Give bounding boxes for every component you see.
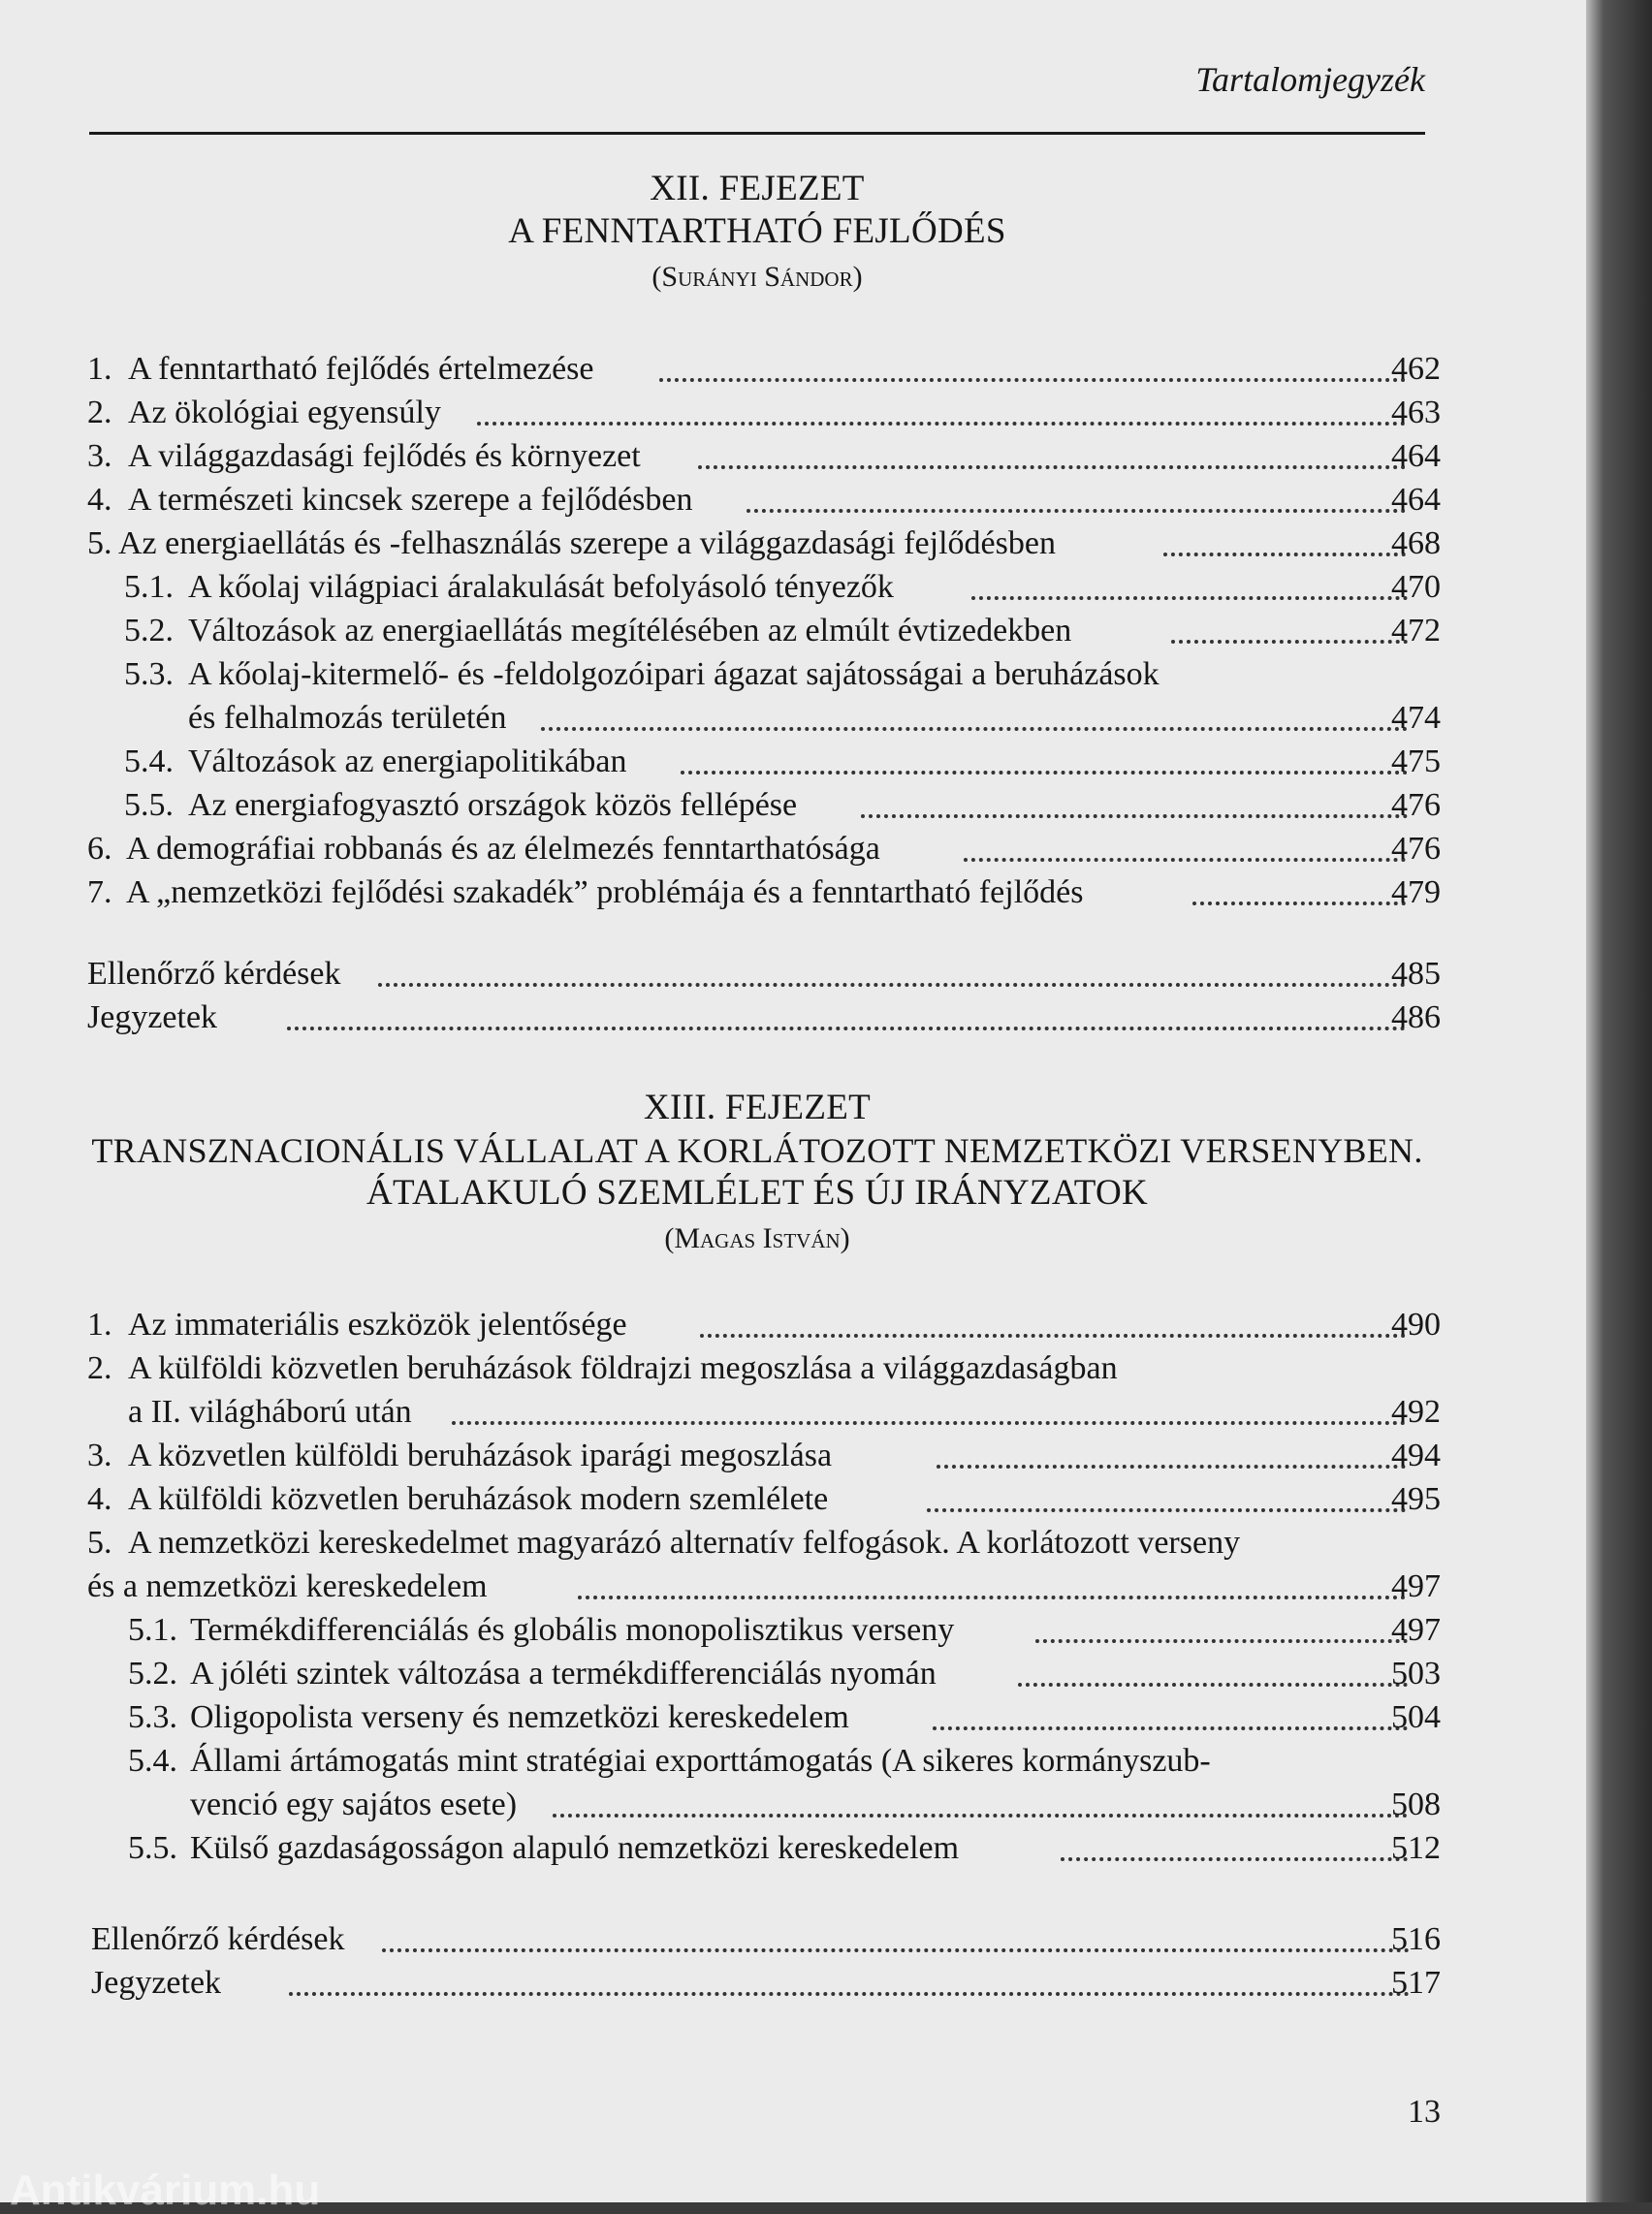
entry-page: 463 — [1391, 395, 1441, 430]
entry-title-continuation: a II. világháború után — [128, 1394, 412, 1430]
dot-leader — [971, 596, 1408, 600]
entry-title: Az ökológiai egyensúly — [128, 395, 441, 430]
chapter12-title: A FENNTARTHATÓ FEJLŐDÉS — [508, 211, 1006, 251]
dot-leader — [933, 1726, 1408, 1730]
entry-title: Külső gazdaságosságon alapuló nemzetközi kereskedelem — [190, 1830, 960, 1866]
entry-title: Változások az energiaellátás megítélésében az elmúlt évtizedekben — [188, 613, 1072, 648]
toc-entry — [128, 1739, 1211, 1784]
entry-number: 5.1. — [128, 1612, 177, 1648]
entry-page: 508 — [1391, 1787, 1441, 1822]
toc-entry — [87, 522, 1441, 566]
entry-number: 3. — [87, 1438, 112, 1473]
dot-leader — [1061, 1857, 1408, 1861]
dot-leader — [477, 422, 1406, 426]
entry-number: 4. — [87, 1481, 112, 1517]
toc-entry-continuation — [128, 1783, 1441, 1827]
entry-page: 490 — [1391, 1307, 1441, 1343]
entry-number: 2. — [87, 1350, 112, 1386]
entry-page: 497 — [1391, 1612, 1441, 1648]
entry-title: A külföldi közvetlen beruházások modern szemlélete — [128, 1481, 829, 1517]
entry-number: 5.4. — [124, 743, 174, 779]
toc-entry — [128, 1695, 1441, 1740]
header-rule — [89, 132, 1425, 135]
toc-entry-continuation — [124, 696, 1441, 741]
entry-title: Változások az energiapolitikában — [188, 743, 627, 779]
toc-entry — [87, 1477, 1441, 1522]
entry-number: 5.2. — [128, 1656, 177, 1692]
entry-page: 485 — [1391, 956, 1441, 992]
entry-page: 497 — [1391, 1568, 1441, 1604]
entry-title: A közvetlen külföldi beruházások iparági megoszlása — [128, 1438, 833, 1473]
entry-title: Az immateriális eszközök jelentősége — [128, 1307, 627, 1343]
entry-title: Az energiafogyasztó országok közös fellépése — [188, 787, 798, 823]
dot-leader — [700, 1334, 1406, 1338]
entry-title: A természeti kincsek szerepe a fejlődésben — [128, 482, 693, 518]
dot-leader — [289, 1992, 1410, 1996]
entry-page: 492 — [1391, 1394, 1441, 1430]
entry-number: 5.5. — [124, 787, 174, 823]
entry-title: Az energiaellátás és -felhasználás szerepe a világgazdasági fejlődésben — [118, 525, 1056, 561]
entry-title: A kőolaj-kitermelő- és -feldolgozóipari ágazat sajátosságai a beruházások — [188, 656, 1160, 692]
entry-number: 5.4. — [128, 1743, 177, 1779]
dot-leader — [937, 1465, 1406, 1469]
entry-title: A demográfiai robbanás és az élelmezés fenntarthatósága — [126, 831, 880, 867]
chapter13-label: XIII. FEJEZET — [643, 1088, 872, 1127]
notes-entry — [87, 996, 1441, 1040]
entry-title: A „nemzetközi fejlődési szakadék” problémája és a fenntartható fejlődés — [126, 874, 1084, 910]
entry-page: 464 — [1391, 482, 1441, 518]
entry-number: 4. — [87, 482, 112, 518]
entry-title: Állami ártámogatás mint stratégiai exporttámogatás (A sikeres kormányszub- — [190, 1743, 1211, 1779]
entry-page: 472 — [1391, 613, 1441, 648]
entry-page: 474 — [1391, 700, 1441, 736]
toc-entry — [87, 347, 1441, 392]
entry-page: 470 — [1391, 569, 1441, 605]
entry-title: Ellenőrző kérdések — [91, 1921, 345, 1957]
entry-number: 1. — [87, 351, 112, 387]
toc-entry — [87, 1303, 1441, 1347]
toc-entry-continuation — [87, 1565, 1441, 1609]
entry-title-continuation: venció egy sajátos esete) — [190, 1787, 518, 1822]
entry-number: 6. — [87, 831, 112, 867]
dot-leader — [927, 1508, 1406, 1512]
toc-entry — [124, 652, 1160, 697]
notes-entry — [91, 1961, 1441, 2006]
dot-leader — [747, 509, 1406, 513]
entry-number: 2. — [87, 395, 112, 430]
entry-number: 5.2. — [124, 613, 174, 648]
entry-page: 468 — [1391, 525, 1441, 561]
dot-leader — [1018, 1683, 1408, 1687]
toc-entry — [87, 434, 1441, 479]
chapter13-author: (Magas István) — [664, 1222, 850, 1254]
entry-page: 486 — [1391, 999, 1441, 1035]
chapter12-author: (Surányi Sándor) — [651, 261, 863, 293]
entry-number: 5.1. — [124, 569, 174, 605]
entry-title: A nemzetközi kereskedelmet magyarázó alternatív felfogások. A korlátozott verseny — [128, 1525, 1241, 1561]
entry-number: 1. — [87, 1307, 112, 1343]
toc-entry — [124, 565, 1441, 610]
page-number: 13 — [1408, 2094, 1441, 2130]
dot-leader — [378, 983, 1406, 987]
toc-entry — [87, 827, 1441, 871]
entry-number: 5. — [87, 1525, 112, 1561]
toc-entry — [87, 1434, 1441, 1478]
toc-entry — [87, 1346, 1118, 1391]
entry-number: 5.3. — [124, 656, 174, 692]
entry-number: 7. — [87, 874, 112, 910]
dot-leader — [452, 1421, 1406, 1425]
entry-title: A fenntartható fejlődés értelmezése — [128, 351, 594, 387]
toc-entry — [128, 1608, 1441, 1653]
entry-title: Oligopolista verseny és nemzetközi kereskedelem — [190, 1699, 849, 1735]
entry-page: 494 — [1391, 1438, 1441, 1473]
entry-page: 476 — [1391, 787, 1441, 823]
dot-leader — [1035, 1639, 1408, 1643]
entry-page: 475 — [1391, 743, 1441, 779]
chapter13-title-line2: ÁTALAKULÓ SZEMLÉLET ÉS ÚJ IRÁNYZATOK — [365, 1173, 1149, 1213]
entry-number: 3. — [87, 438, 112, 474]
toc-entry — [124, 609, 1441, 653]
entry-number: 5.5. — [128, 1830, 177, 1866]
entry-title: Ellenőrző kérdések — [87, 956, 341, 992]
entry-page: 495 — [1391, 1481, 1441, 1517]
entry-title-continuation: és a nemzetközi kereskedelem — [87, 1568, 488, 1604]
dot-leader — [861, 814, 1408, 818]
entry-page: 479 — [1391, 874, 1441, 910]
entry-title: A világgazdasági fejlődés és környezet — [128, 438, 641, 474]
entry-title: A külföldi közvetlen beruházások földrajzi megoszlása a világgazdaságban — [128, 1350, 1118, 1386]
entry-number: 5. — [87, 525, 112, 561]
dot-leader — [553, 1814, 1408, 1818]
running-head: Tartalomjegyzék — [1195, 60, 1425, 99]
entry-page: 516 — [1391, 1921, 1441, 1957]
entry-page: 476 — [1391, 831, 1441, 867]
dot-leader — [659, 378, 1406, 382]
toc-entry — [124, 783, 1441, 828]
entry-title-continuation: és felhalmozás területén — [188, 700, 507, 736]
dot-leader — [578, 1596, 1406, 1599]
entry-number: 5.3. — [128, 1699, 177, 1735]
entry-title: A jóléti szintek változása a termékdifferenciálás nyomán — [190, 1656, 937, 1692]
entry-page: 517 — [1391, 1965, 1441, 2001]
entry-title: Jegyzetek — [87, 999, 218, 1035]
dot-leader — [698, 465, 1406, 469]
entry-page: 464 — [1391, 438, 1441, 474]
watermark: Antikvárium.hu — [10, 2167, 321, 2214]
entry-title: A kőolaj világpiaci áralakulását befolyásoló tényezők — [188, 569, 894, 605]
review-questions-entry — [87, 952, 1441, 996]
page-edge — [1586, 0, 1652, 2202]
toc-entry — [87, 391, 1441, 435]
toc-entry — [87, 1521, 1241, 1566]
toc-entry — [128, 1826, 1441, 1871]
dot-leader — [681, 771, 1408, 775]
entry-title: Jegyzetek — [91, 1965, 222, 2001]
chapter12-label: XII. FEJEZET — [650, 169, 865, 208]
entry-page: 504 — [1391, 1699, 1441, 1735]
entry-title: Termékdifferenciálás és globális monopolisztikus verseny — [190, 1612, 955, 1648]
toc-entry-continuation — [87, 1390, 1441, 1435]
toc-entry — [87, 478, 1441, 522]
review-questions-entry — [91, 1917, 1441, 1962]
dot-leader — [382, 1948, 1410, 1952]
dot-leader — [287, 1027, 1406, 1030]
entry-page: 512 — [1391, 1830, 1441, 1866]
toc-entry — [128, 1652, 1441, 1696]
toc-entry — [87, 870, 1441, 915]
dot-leader — [541, 727, 1408, 731]
chapter13-title-line1: TRANSZNACIONÁLIS VÁLLALAT A KORLÁTOZOTT NEMZETKÖZI VERSENYBEN. — [91, 1131, 1423, 1170]
entry-page: 503 — [1391, 1656, 1441, 1692]
entry-page: 462 — [1391, 351, 1441, 387]
toc-entry — [124, 740, 1441, 784]
dot-leader — [964, 858, 1406, 862]
